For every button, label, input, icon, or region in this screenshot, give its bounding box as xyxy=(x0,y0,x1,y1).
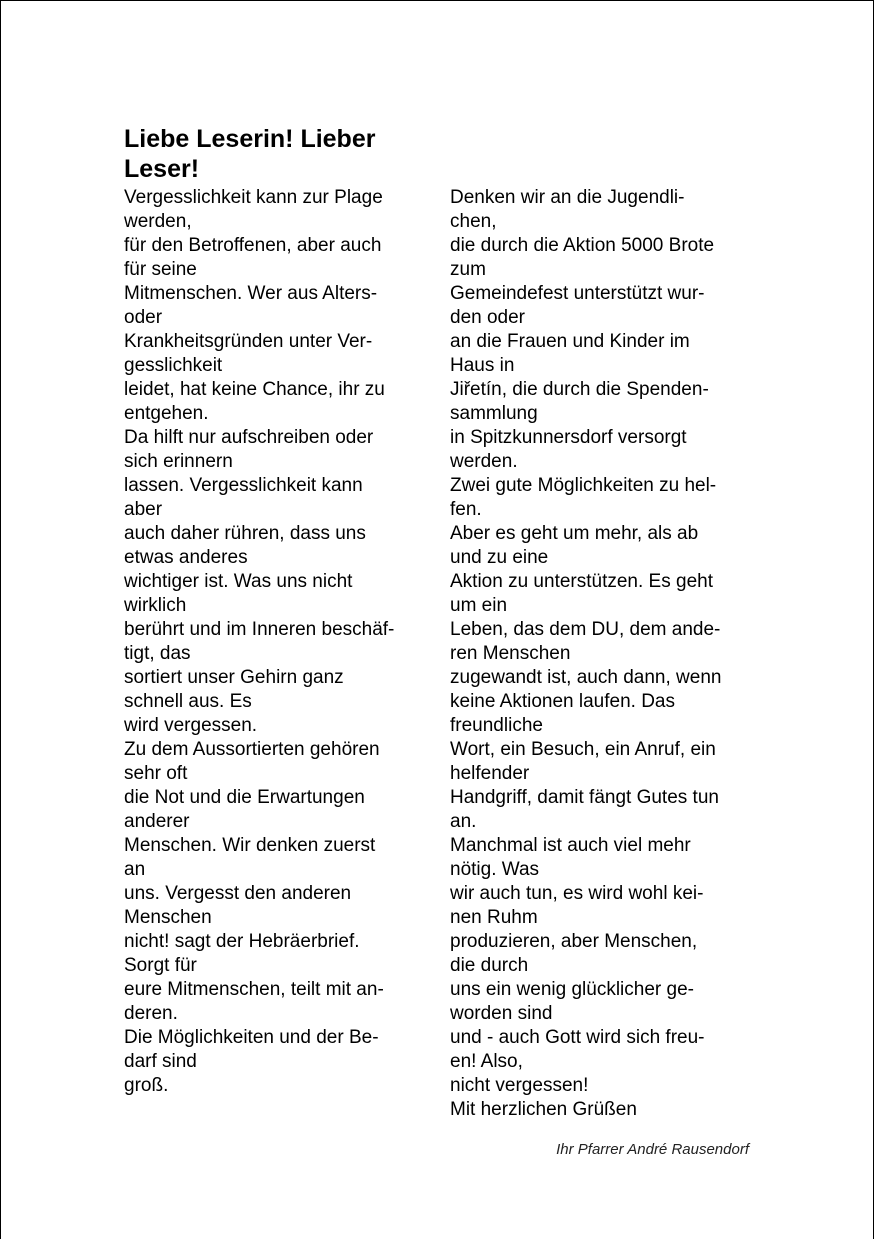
text-line: Aktion zu unterstützen. Es geht xyxy=(450,571,713,592)
text-line: nen Ruhm xyxy=(450,907,538,928)
text-line: wir auch tun, es wird wohl kei- xyxy=(450,883,704,904)
text-line: an xyxy=(124,859,146,880)
text-line: fen. xyxy=(450,499,482,520)
text-line: und - auch Gott wird sich freu- xyxy=(450,1027,705,1048)
text-line: die durch xyxy=(450,955,529,976)
text-line: Zu dem Aussortierten gehören xyxy=(124,739,380,760)
text-line: Da hilft nur aufschreiben oder xyxy=(124,427,374,448)
text-line: sortiert unser Gehirn ganz xyxy=(124,667,344,688)
text-line: wird vergessen. xyxy=(124,715,258,736)
text-line: berührt und im Inneren beschäf- xyxy=(124,619,395,640)
text-line: produzieren, aber Menschen, xyxy=(450,931,698,952)
text-line: in Spitzkunnersdorf versorgt xyxy=(450,427,687,448)
text-line: wichtiger ist. Was uns nicht xyxy=(124,571,353,592)
text-line: en! Also, xyxy=(450,1051,523,1072)
text-line: werden. xyxy=(450,451,518,472)
text-line: an die Frauen und Kinder im xyxy=(450,331,690,352)
text-line: an. xyxy=(450,811,477,832)
text-line: den oder xyxy=(450,307,526,328)
text-line: leidet, hat keine Chance, ihr zu xyxy=(124,379,385,400)
text-line: Handgriff, damit fängt Gutes tun xyxy=(450,787,719,808)
text-line: Manchmal ist auch viel mehr xyxy=(450,835,691,856)
text-line: Haus in xyxy=(450,355,515,376)
text-line: sammlung xyxy=(450,403,538,424)
text-line: die Not und die Erwartungen xyxy=(124,787,365,808)
text-line: Jiřetín, die durch die Spenden- xyxy=(450,379,709,400)
text-line: um ein xyxy=(450,595,508,616)
text-line: Menschen xyxy=(124,907,212,928)
text-line: Zwei gute Möglichkeiten zu hel- xyxy=(450,475,717,496)
text-line: für den Betroffenen, aber auch xyxy=(124,235,382,256)
text-line: helfender xyxy=(450,763,530,784)
text-line: Denken wir an die Jugendli- xyxy=(450,187,685,208)
text-line: und zu eine xyxy=(450,547,549,568)
text-line: Mit herzlichen Grüßen xyxy=(450,1099,637,1120)
text-line: Die Möglichkeiten und der Be- xyxy=(124,1027,379,1048)
text-line: Krankheitsgründen unter Ver- xyxy=(124,331,373,352)
text-line: nicht! sagt der Hebräerbrief. xyxy=(124,931,360,952)
text-line: Vergesslichkeit kann zur Plage xyxy=(124,187,383,208)
text-line: entgehen. xyxy=(124,403,209,424)
text-line: Mitmenschen. Wer aus Alters- xyxy=(124,283,378,304)
text-line: sich erinnern xyxy=(124,451,233,472)
text-line: Gemeindefest unterstützt wur- xyxy=(450,283,705,304)
right-text-column xyxy=(450,186,760,1122)
page-title-line: Leser! xyxy=(124,155,200,183)
text-line: aber xyxy=(124,499,163,520)
text-line: sehr oft xyxy=(124,763,188,784)
text-line: Aber es geht um mehr, als ab xyxy=(450,523,699,544)
text-line: darf sind xyxy=(124,1051,197,1072)
signature: Ihr Pfarrer André Rausendorf xyxy=(556,1141,749,1158)
text-line: Wort, ein Besuch, ein Anruf, ein xyxy=(450,739,716,760)
text-line: auch daher rühren, dass uns xyxy=(124,523,366,544)
text-line: wirklich xyxy=(124,595,187,616)
page-title xyxy=(124,124,434,184)
text-line: uns. Vergesst den anderen xyxy=(124,883,352,904)
text-line: uns ein wenig glücklicher ge- xyxy=(450,979,694,1000)
text-line: gesslichkeit xyxy=(124,355,223,376)
text-line: freundliche xyxy=(450,715,543,736)
text-line: für seine xyxy=(124,259,197,280)
text-line: lassen. Vergesslichkeit kann xyxy=(124,475,363,496)
text-line: groß. xyxy=(124,1075,169,1096)
text-line: zugewandt ist, auch dann, wenn xyxy=(450,667,722,688)
text-line: oder xyxy=(124,307,163,328)
text-line: etwas anderes xyxy=(124,547,248,568)
text-line: eure Mitmenschen, teilt mit an- xyxy=(124,979,384,1000)
text-line: ren Menschen xyxy=(450,643,571,664)
text-line: keine Aktionen laufen. Das xyxy=(450,691,675,712)
text-line: schnell aus. Es xyxy=(124,691,252,712)
text-line: chen, xyxy=(450,211,497,232)
text-line: deren. xyxy=(124,1003,178,1024)
text-line: nötig. Was xyxy=(450,859,540,880)
left-text-column xyxy=(124,186,434,1098)
text-line: werden, xyxy=(124,211,192,232)
text-line: Menschen. Wir denken zuerst xyxy=(124,835,376,856)
text-line: Sorgt für xyxy=(124,955,197,976)
text-line: nicht vergessen! xyxy=(450,1075,589,1096)
text-line: worden sind xyxy=(450,1003,553,1024)
text-line: tigt, das xyxy=(124,643,191,664)
text-line: zum xyxy=(450,259,486,280)
text-line: die durch die Aktion 5000 Brote xyxy=(450,235,715,256)
page-title-line: Liebe Leserin! Lieber xyxy=(124,125,376,153)
text-line: anderer xyxy=(124,811,190,832)
text-line: Leben, das dem DU, dem ande- xyxy=(450,619,721,640)
